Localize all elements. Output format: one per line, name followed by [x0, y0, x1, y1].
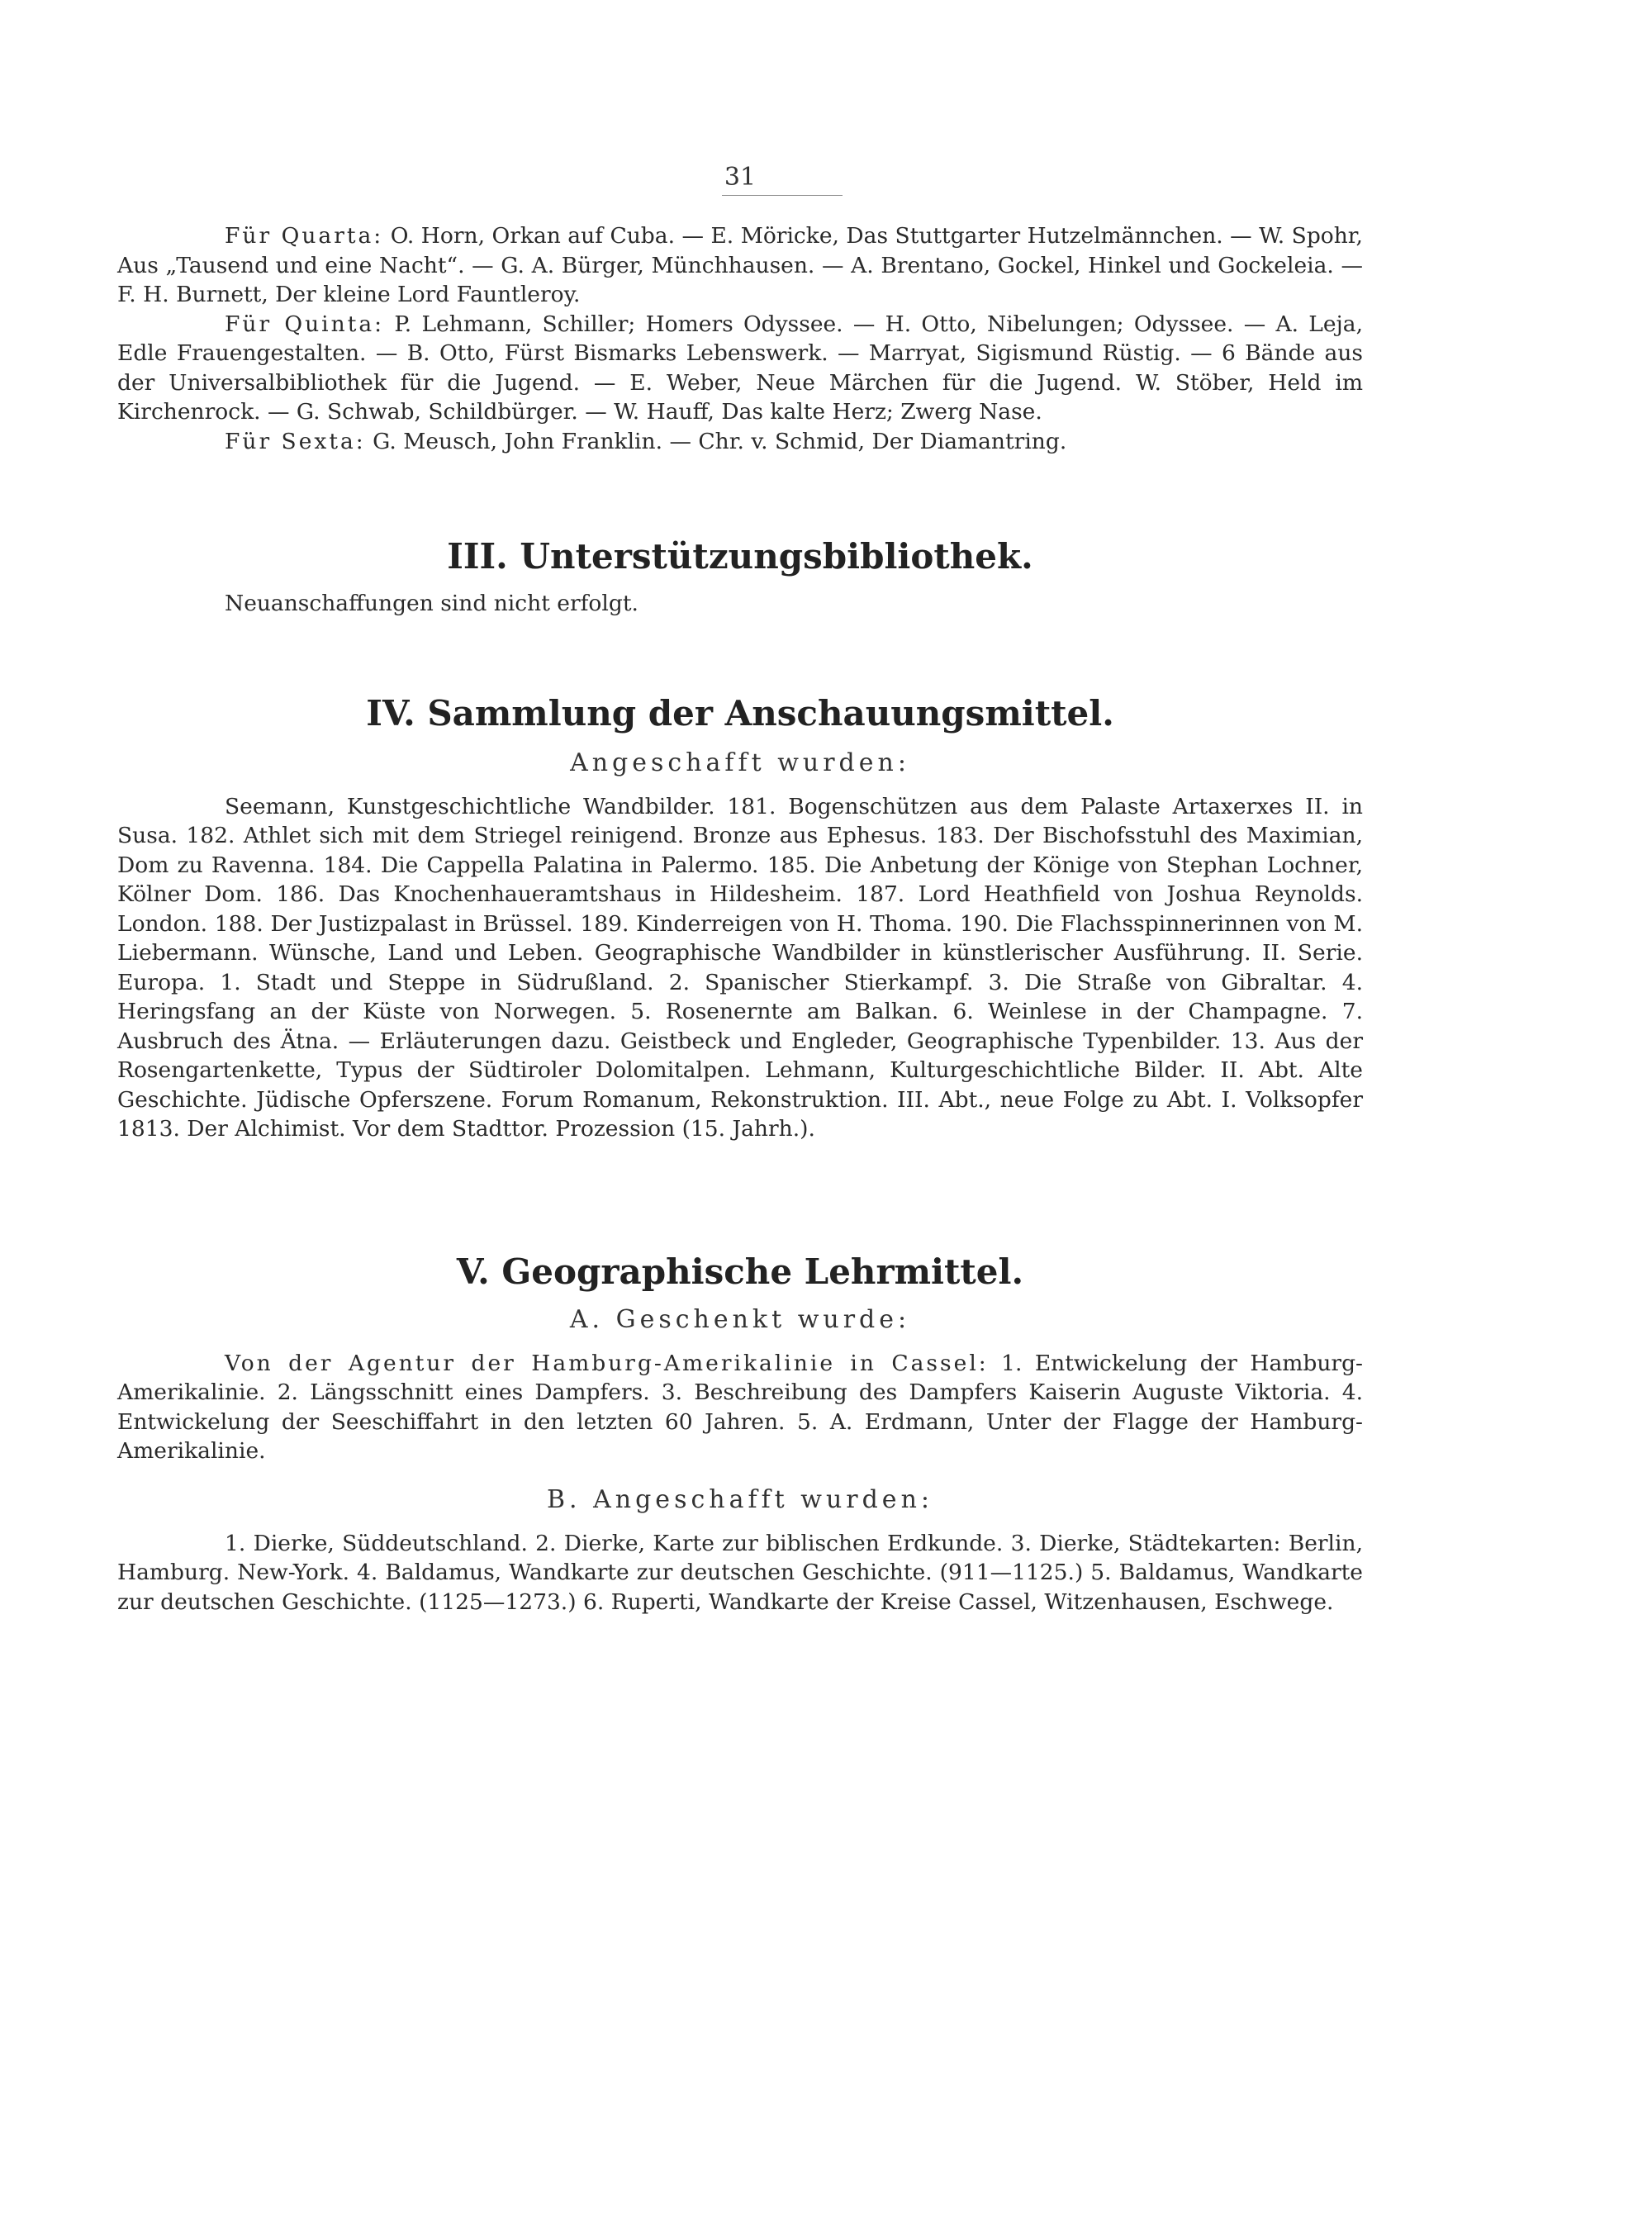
list-text-quarta: O. Horn, Orkan auf Cuba. — E. Möricke, Das Stuttgarter Hutzelmännchen. — W. Spohr, Aus „Tausend und eine Nacht“. — G. A. Bürger, Münchhausen. — A. Brentano, Gockel, Hinkel und Gockeleia. — F. H. Burnett, Der kleine Lord Fauntleroy.: [117, 223, 1363, 307]
document-page: [117, 157, 1363, 1617]
list-text-sexta: G. Meusch, John Franklin. — Chr. v. Schmid, Der Diamantring.: [373, 428, 1067, 454]
page-number: 31: [724, 163, 757, 192]
list-label-sexta: Für Sexta:: [225, 428, 366, 454]
list-entry-sexta: [117, 427, 1363, 457]
page-number-rule: [722, 195, 843, 196]
section-v-a-entry: [117, 1349, 1363, 1466]
section-v-sub-a: A. Geschenkt wurde:: [569, 1304, 911, 1334]
list-label-quinta: Für Quinta:: [225, 311, 385, 337]
list-entry-quinta: [117, 310, 1363, 427]
page-number-block: [117, 157, 1363, 198]
section-iii-text: Neuanschaffungen sind nicht erfolgt.: [225, 591, 638, 616]
section-v-heading: V. Geographische Lehrmittel.: [456, 1251, 1024, 1292]
section-iv-heading: IV. Sammlung der Anschauungsmittel.: [366, 692, 1114, 734]
section-v-b-text: 1. Dierke, Süddeutschland. 2. Dierke, Karte zur biblischen Erdkunde. 3. Dierke, Städtekarten: Berlin, Hamburg. New-York. 4. Baldamus, Wandkarte zur deutschen Geschichte. (911—1125.) 5. Baldamus, Wandkarte zur deutschen Geschichte. (1125—1273.) 6. Ruperti, Wandkarte der Kreise Cassel, Witzenhausen, Eschwege.: [117, 1530, 1363, 1615]
section-iv-text: Seemann, Kunstgeschichtliche Wandbilder. 181. Bogenschützen aus dem Palaste Artaxerxes II. in Susa. 182. Athlet sich mit dem Striegel reinigend. Bronze aus Ephesus. 183. Der Bischofsstuhl des Maximian, Dom zu Ravenna. 184. Die Cappella Palatina in Palermo. 185. Die Anbetung der Könige von Stephan Lochner, Kölner Dom. 186. Das Knochenhaueramtshaus in Hildesheim. 187. Lord Heathfield von Joshua Reynolds. London. 188. Der Justizpalast in Brüssel. 189. Kinderreigen von H. Thoma. 190. Die Flachsspinnerinnen von M. Liebermann. Wünsche, Land und Leben. Geographische Wandbilder in künstlerischer Ausführung. II. Serie. Europa. 1. Stadt und Steppe in Südrußland. 2. Spanischer Stierkampf. 3. Die Straße von Gibraltar. 4. Heringsfang an der Küste von Norwegen. 5. Rosenernte am Balkan. 6. Weinlese in der Champagne. 7. Ausbruch des Ätna. — Erläuterungen dazu. Geistbeck und Engleder, Geographische Typenbilder. 13. Aus der Rosengartenkette, Typus der Südtiroler Dolomitalpen. Lehmann, Kulturgeschichtliche Bilder. II. Abt. Alte Geschichte. Jüdische Opferszene. Forum Romanum, Rekonstruktion. III. Abt., neue Folge zu Abt. I. Volksopfer 1813. Der Alchimist. Vor dem Stadttor. Prozession (15. Jahrh.).: [117, 793, 1363, 1142]
list-text-quinta: P. Lehmann, Schiller; Homers Odyssee. — H. Otto, Nibelungen; Odyssee. — A. Leja, Edle Frauengestalten. — B. Otto, Fürst Bismarks Lebenswerk. — Marryat, Sigismund Rüstig. — 6 Bände aus der Universalbibliothek für die Jugend. — E. Weber, Neue Märchen für die Jugend. W. Stöber, Held im Kirchenrock. — G. Schwab, Schildbürger. — W. Hauff, Das kalte Herz; Zwerg Nase.: [117, 311, 1363, 425]
section-v-a-label: Von der Agentur der Hamburg-Amerikalinie in Cassel:: [225, 1350, 989, 1376]
section-iv-subheading: Angeschafft wurden:: [570, 748, 910, 777]
section-v-a-text: 1. Entwickelung der Hamburg-Amerikalinie. 2. Längsschnitt eines Dampfers. 3. Beschreibung des Dampfers Kaiserin Auguste Viktoria. 4. Entwickelung der Seeschiffahrt in den letzten 60 Jahren. 5. A. Erdmann, Unter der Flagge der Hamburg-Amerikalinie.: [117, 1350, 1363, 1464]
list-entry-quarta: [117, 221, 1363, 310]
section-iii-heading: III. Unterstützungsbibliothek.: [447, 536, 1033, 577]
list-label-quarta: Für Quarta:: [225, 223, 384, 249]
section-v-sub-b: B. Angeschafft wurden:: [547, 1484, 933, 1514]
